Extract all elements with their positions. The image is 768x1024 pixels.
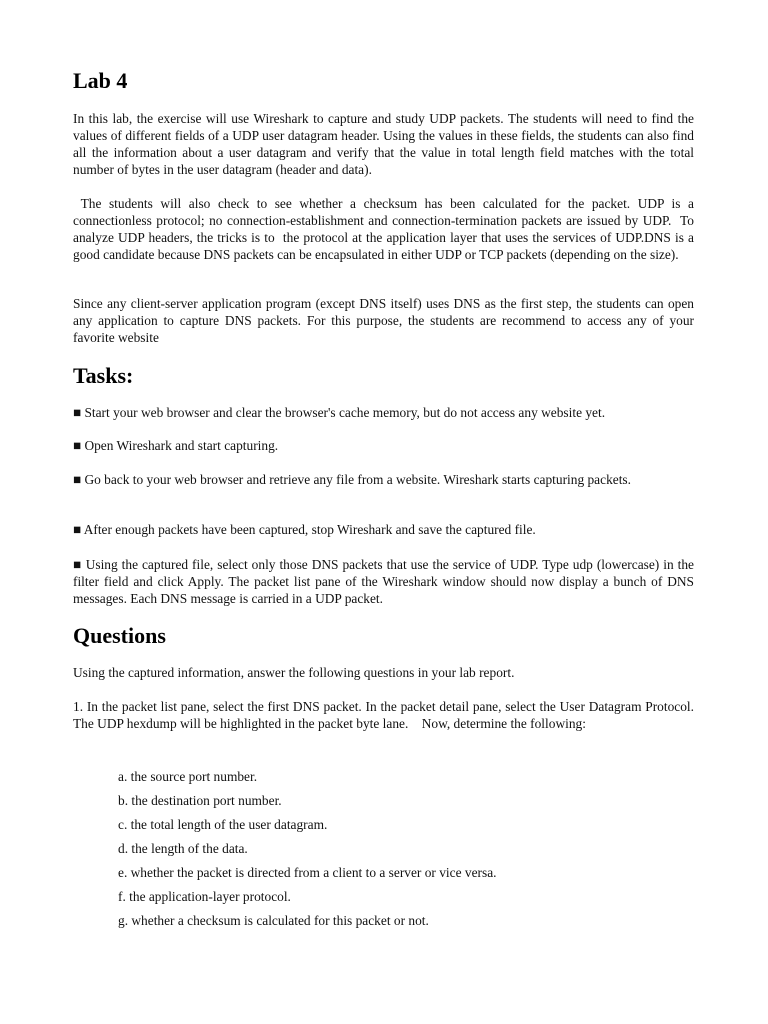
- intro-paragraph-2-text: The students will also check to see whether a checksum has been calculated for the packet. UDP is a connectionless protocol; no connection-establishment and connection-termination packets are issued by UDP. To analyze UDP headers, the tricks is to the protocol at the application layer that uses the services of UDP.DNS is a good candidate because DNS packets can be encapsulated in either UDP or TCP packets (depending on the size).: [73, 196, 698, 262]
- intro-paragraph-3-text: Since any client-server application program (except DNS itself) uses DNS as the first step, the students can open any application to capture DNS packets. For this purpose, the students are recommend to access any of your favorite website: [73, 296, 694, 345]
- list-item: e. whether the packet is directed from a client to a server or vice versa.: [118, 865, 497, 880]
- list-item: f. the application-layer protocol.: [118, 889, 291, 904]
- question-1: [73, 698, 698, 732]
- question-1-sub-list: [118, 768, 678, 936]
- task-item-3: [73, 471, 694, 488]
- task-item-2-text: Open Wireshark and start capturing.: [81, 438, 279, 453]
- list-item: a. the source port number.: [118, 769, 258, 784]
- list-item: g. whether a checksum is calculated for this packet or not.: [118, 913, 429, 928]
- intro-paragraph-1: [73, 110, 694, 178]
- questions-intro-text: Using the captured information, answer the following questions in your lab report.: [73, 665, 515, 680]
- task-item-4: [73, 521, 694, 538]
- task-item-4-text: After enough packets have been captured, stop Wireshark and save the captured file.: [81, 522, 536, 537]
- intro-paragraph-1-text: In this lab, the exercise will use Wireshark to capture and study UDP packets. The students will need to find the values of different fields of a UDP user datagram header. Using the values in these fields, the students can also find all the information about a user datagram and verify that the value in total length field matches with the total number of bytes in the user datagram (header and data).: [73, 111, 694, 177]
- bullet-square-icon: ■: [73, 522, 82, 537]
- page-title: Lab 4: [73, 68, 128, 93]
- intro-paragraph-2: [73, 195, 698, 263]
- bullet-square-icon: ■: [73, 438, 82, 453]
- task-item-5-text: Using the captured file, select only those DNS packets that use the service of UDP. Type udp (lowercase) in the filter field and click Apply. The packet list pane of the Wireshark window should now display a bunch of DNS messages. Each DNS message is carried in a UDP packet.: [73, 557, 698, 606]
- bullet-square-icon: ■: [73, 405, 82, 420]
- list-item: d. the length of the data.: [118, 841, 248, 856]
- questions-heading: Questions: [73, 623, 166, 648]
- task-item-1: [73, 404, 694, 421]
- bullet-square-icon: ■: [73, 472, 82, 487]
- tasks-heading: Tasks:: [73, 363, 134, 388]
- task-item-3-text: Go back to your web browser and retrieve any file from a website. Wireshark starts capturing packets.: [81, 472, 631, 487]
- questions-intro: [73, 664, 694, 681]
- bullet-square-icon: ■: [73, 557, 82, 572]
- list-item: b. the destination port number.: [118, 793, 282, 808]
- task-item-2: [73, 437, 694, 454]
- question-1-text: 1. In the packet list pane, select the first DNS packet. In the packet detail pane, select the User Datagram Protocol. The UDP hexdump will be highlighted in the packet byte lane. Now, determine the following:: [73, 699, 698, 731]
- list-item: c. the total length of the user datagram.: [118, 817, 328, 832]
- task-item-5: [73, 556, 698, 607]
- task-item-1-text: Start your web browser and clear the browser's cache memory, but do not access any website yet.: [81, 405, 606, 420]
- intro-paragraph-3: [73, 295, 694, 346]
